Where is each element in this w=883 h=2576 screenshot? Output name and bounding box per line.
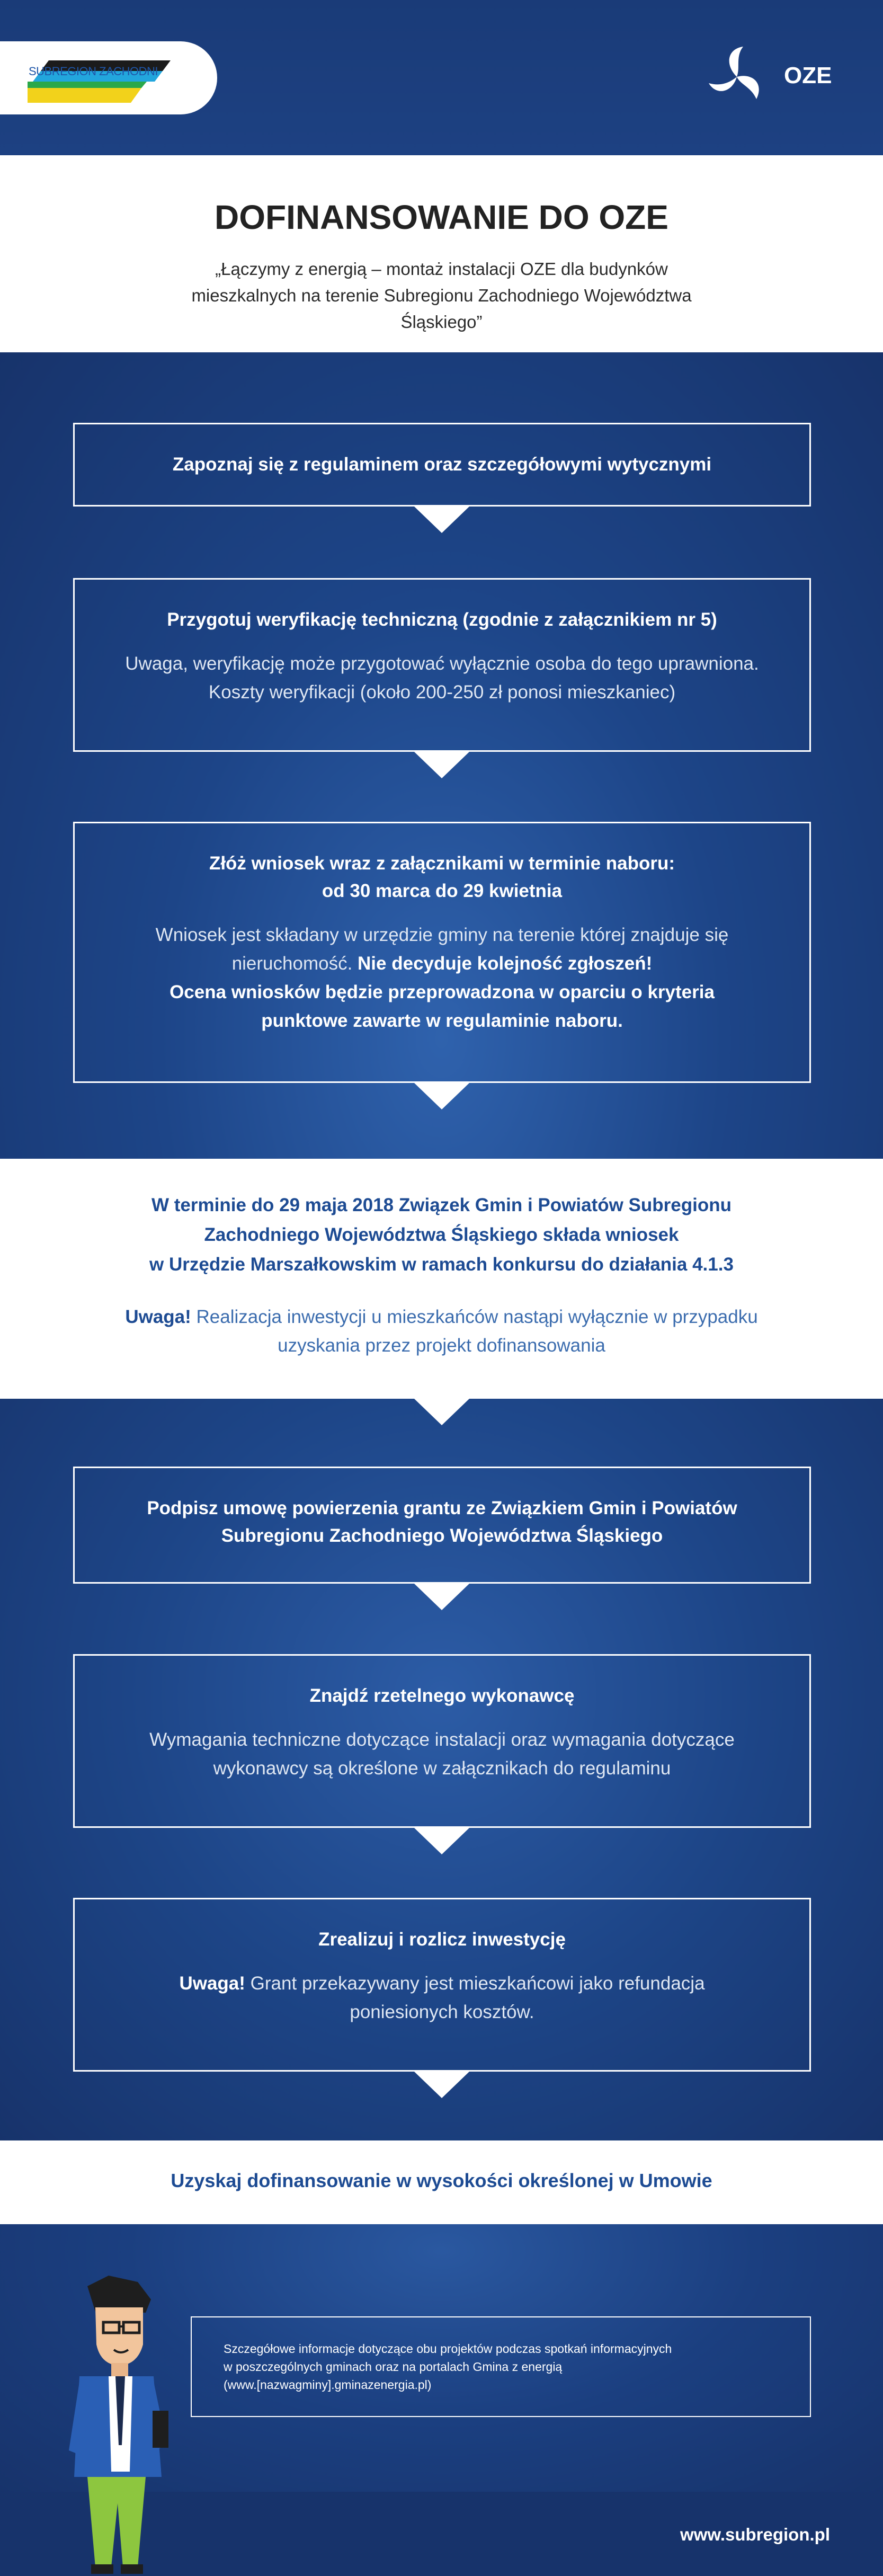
down-arrow-icon [414, 752, 469, 778]
step-body-emphasis: Nie decyduje kolejność zgłoszeń! [358, 953, 653, 974]
step-body-line: Koszty weryfikacji (około 200-250 zł ponosi mieszkaniec) [208, 682, 676, 703]
down-arrow-icon [414, 2072, 469, 2098]
down-arrow-icon [414, 1399, 469, 1425]
step-body-line: Wymagania techniczne dotyczące instalacji oraz wymagania dotyczące [149, 1729, 735, 1750]
final-step-text: Uzyskaj dofinansowanie w wysokości określonej w Umowie [171, 2170, 712, 2191]
step-body-text: Grant przekazywany jest mieszkańcowi jako refundacja [250, 1973, 705, 1994]
step-body-emphasis: Ocena wniosków będzie przeprowadzona w oparciu o kryteria [170, 982, 715, 1002]
info-line: Szczegółowe informacje dotyczące obu projektów podczas spotkań informacyjnych [224, 2342, 672, 2356]
association-heading-line: Zachodniego Województwa Śląskiego składa wniosek [204, 1224, 679, 1245]
step-body-line [75, 949, 809, 978]
step-body [75, 1969, 809, 2027]
step-body-line: wykonawcy są określone w załącznikach do regulaminu [213, 1758, 671, 1779]
step-body-line: Wniosek jest składany w urzędzie gminy na terenie której znajduje się [155, 925, 729, 945]
step-heading: Zapoznaj się z regulaminem oraz szczegółowymi wytycznymi [172, 454, 712, 475]
down-arrow-icon [414, 1584, 469, 1610]
subregion-logo[interactable] [0, 41, 217, 114]
step-body-line: Uwaga, weryfikację może przygotować wyłącznie osoba do tego uprawniona. [125, 653, 759, 674]
association-note [85, 1303, 798, 1360]
step-heading-line: Złóż wniosek wraz z załącznikami w terminie naboru: [209, 853, 675, 874]
subtitle-line: „Łączymy z energią – montaż instalacji OZE dla budynków [215, 259, 668, 279]
step-body [75, 650, 809, 707]
association-application-band [0, 1159, 883, 1399]
page-title: DOFINANSOWANIE DO OZE [215, 198, 668, 236]
step-heading: Przygotuj weryfikację techniczną (zgodnie z załącznikiem nr 5) [167, 609, 717, 630]
step-heading-line: Subregionu Zachodniego Województwa Śląskiego [221, 1525, 663, 1546]
note-text: Realizacja inwestycji u mieszkańców nastąpi wyłącznie w przypadku [196, 1307, 758, 1327]
subtitle-line: mieszkalnych na terenie Subregionu Zachodniego Województwa Śląskiego” [191, 286, 692, 332]
step-technical-verification [73, 578, 811, 752]
association-heading-line: w Urzędzie Marszałkowskim w ramach konkursu do działania 4.1.3 [149, 1254, 734, 1275]
step-submit-application [73, 822, 811, 1083]
association-heading-line: W terminie do 29 maja 2018 Związek Gmin i Powiatów Subregionu [151, 1195, 732, 1215]
step-heading: Zrealizuj i rozlicz inwestycję [318, 1929, 566, 1950]
step-body-text: nieruchomość. [231, 953, 353, 974]
step-body-line: poniesionych kosztów. [350, 2002, 534, 2022]
note-label: Uwaga! [125, 1307, 191, 1327]
footer-website-link[interactable]: www.subregion.pl [680, 2525, 830, 2544]
step-realize-investment [73, 1898, 811, 2072]
info-line: (www.[nazwagminy].gminazenergia.pl) [224, 2378, 432, 2392]
step-heading-line: Podpisz umowę powierzenia grantu ze Związkiem Gmin i Powiatów [147, 1498, 737, 1518]
step-regulations [73, 423, 811, 507]
header [0, 0, 883, 155]
note-text: uzyskania przez projekt dofinansowania [278, 1335, 605, 1356]
down-arrow-icon [414, 507, 469, 533]
step-heading: Znajdź rzetelnego wykonawcę [309, 1685, 575, 1706]
final-step-band [0, 2140, 883, 2224]
step-body [75, 1726, 809, 1783]
down-arrow-icon [414, 1828, 469, 1854]
oze-label: OZE [784, 63, 832, 88]
down-arrow-icon [414, 1083, 469, 1109]
oze-swirl-icon [703, 43, 770, 110]
step-body [75, 921, 809, 1035]
step-find-contractor [73, 1654, 811, 1828]
title-band [0, 155, 883, 352]
subregion-stripes-icon [28, 55, 171, 103]
step-heading [75, 850, 809, 905]
info-line: w poszczególnych gminach oraz na portalach Gmina z energią [224, 2360, 563, 2374]
step-heading-line: od 30 marca do 29 kwietnia [322, 881, 563, 901]
subregion-logo-text: SUBREGION ZACHODNI [29, 65, 158, 78]
man-with-glasses-illustration [58, 2270, 175, 2576]
step-sign-agreement [73, 1467, 811, 1584]
association-heading [85, 1191, 798, 1280]
step-body-emphasis: punktowe zawarte w regulaminie naboru. [261, 1010, 623, 1031]
note-label: Uwaga! [179, 1973, 245, 1994]
page-subtitle [148, 256, 735, 335]
step-heading [75, 1495, 809, 1550]
info-box [191, 2316, 811, 2417]
